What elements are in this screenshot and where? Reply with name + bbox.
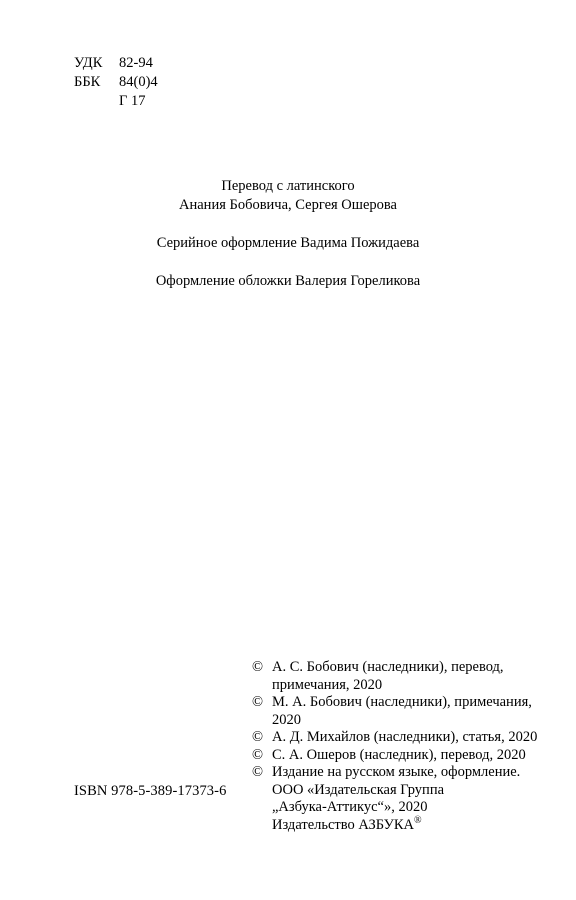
publisher-line [252,814,542,835]
copyright-item [252,729,542,747]
author-mark-row [74,92,158,111]
copyright-symbol: © [252,659,264,675]
copyright-text: примечания, 2020 [272,676,383,693]
publisher-name: Издательство АЗБУКА [272,816,414,833]
copyright-text: ООО «Издательская Группа [272,781,445,798]
copyright-item [252,659,542,694]
series-design-credit: Серийное оформление Вадима Пожидаева [156,235,420,251]
bibliographic-codes [74,54,158,111]
copyright-text: С. А. Ошеров (наследник), перевод, 2020 [272,746,526,763]
translation-credit-line2: Анания Бобовича, Сергея Ошерова [179,197,397,213]
copyright-symbol: © [252,764,264,780]
author-mark-label [74,92,119,111]
registered-mark-icon: ® [414,814,422,826]
copyright-item [252,694,542,729]
spacer [0,253,576,272]
copyright-symbol: © [252,746,264,763]
copyright-text: М. А. Бобович (наследники), примечания, [272,694,532,710]
spacer [0,215,576,234]
credits-block [0,177,576,291]
udk-row [74,54,158,73]
copyright-item [252,747,542,765]
translation-credit-line1: Перевод с латинского [221,178,355,194]
copyright-symbol: © [252,694,264,710]
copyright-text: 2020 [272,711,301,728]
copyright-text: Издание на русском языке, оформление. [272,764,521,780]
copyright-block [252,659,542,834]
isbn: ISBN 978-5-389-17373-6 [74,783,227,799]
author-mark-value: Г 17 [119,93,146,109]
copyright-symbol: © [252,729,264,745]
cover-design-credit: Оформление обложки Валерия Гореликова [155,273,421,289]
copyright-text: „Азбука-Аттикус“», 2020 [272,799,428,815]
bbk-row [74,73,158,92]
bbk-label: ББК [74,74,101,90]
udk-value: 82-94 [119,55,153,71]
copyright-text: А. С. Бобович (наследники), перевод, [272,659,504,675]
copyright-item [252,764,542,834]
bbk-value: 84(0)4 [119,74,158,90]
copyright-text: А. Д. Михайлов (наследники), статья, 2020 [272,729,538,745]
udk-label: УДК [74,55,103,71]
